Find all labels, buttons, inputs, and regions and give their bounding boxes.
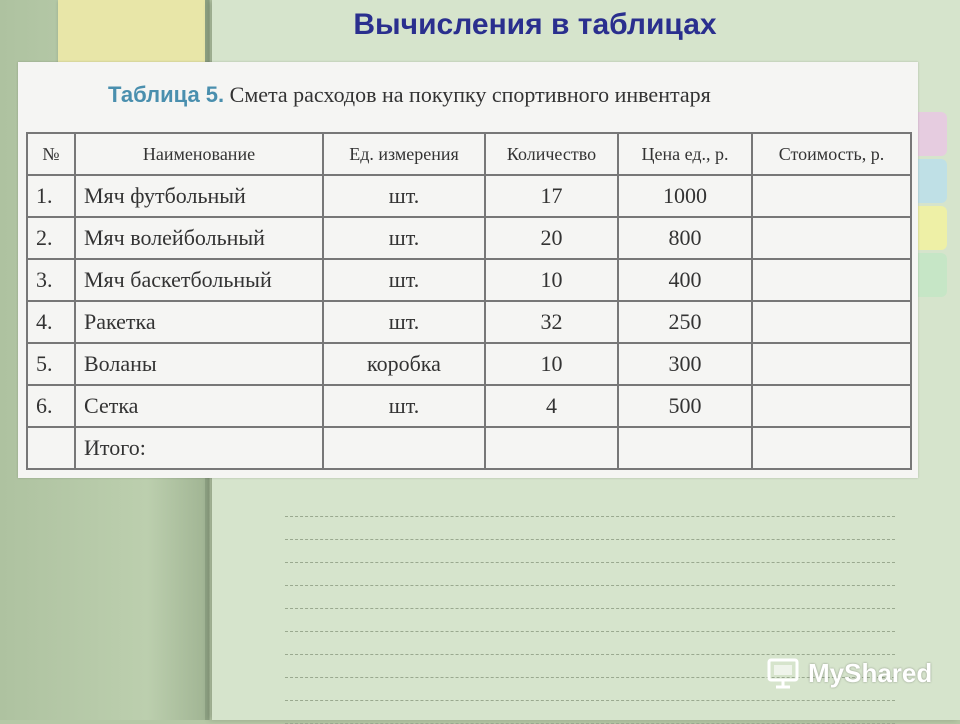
- slide-title: Вычисления в таблицах: [353, 8, 717, 41]
- dotted-line: [285, 586, 895, 609]
- dotted-line: [285, 632, 895, 655]
- side-tab-blue: [917, 159, 947, 203]
- table-row: [27, 217, 911, 259]
- cell-quantity: 10: [485, 259, 618, 301]
- cell-price: 250: [618, 301, 752, 343]
- cell-number-empty: [27, 427, 75, 469]
- dotted-line: [285, 540, 895, 563]
- cell-quantity: 4: [485, 385, 618, 427]
- cell-price: 300: [618, 343, 752, 385]
- dotted-line: [285, 517, 895, 540]
- column-header-price: Цена ед., р.: [618, 133, 752, 175]
- cell-price: 800: [618, 217, 752, 259]
- table-row: [27, 385, 911, 427]
- table-header-row: [27, 133, 911, 175]
- cell-name: Мяч баскетбольный: [75, 259, 323, 301]
- cell-empty: [323, 427, 485, 469]
- cell-price: 400: [618, 259, 752, 301]
- cell-name: Мяч футбольный: [75, 175, 323, 217]
- cell-cost: [752, 343, 911, 385]
- column-header-name: Наименование: [75, 133, 323, 175]
- presentation-board-icon: [766, 656, 800, 690]
- side-tab-green: [917, 253, 947, 297]
- watermark-text: MyShared: [808, 657, 933, 688]
- table-caption-text: Смета расходов на покупку спортивного инвентаря: [229, 82, 711, 107]
- cell-unit: шт.: [323, 301, 485, 343]
- cell-number: 3.: [27, 259, 75, 301]
- cell-name: Мяч волейбольный: [75, 217, 323, 259]
- cell-cost: [752, 217, 911, 259]
- cell-unit: шт.: [323, 385, 485, 427]
- cell-unit: коробка: [323, 343, 485, 385]
- cell-cost: [752, 301, 911, 343]
- cell-empty: [618, 427, 752, 469]
- table-row: [27, 343, 911, 385]
- cell-name: Ракетка: [75, 301, 323, 343]
- cell-unit: шт.: [323, 175, 485, 217]
- cell-unit: шт.: [323, 217, 485, 259]
- cell-number: 5.: [27, 343, 75, 385]
- cell-empty: [752, 427, 911, 469]
- cell-empty: [485, 427, 618, 469]
- column-header-cost: Стоимость, р.: [752, 133, 911, 175]
- side-tab-yellow: [917, 206, 947, 250]
- expense-table: [26, 132, 912, 470]
- column-header-quantity: Количество: [485, 133, 618, 175]
- cell-quantity: 20: [485, 217, 618, 259]
- side-color-tabs: [917, 112, 947, 300]
- cell-name: Воланы: [75, 343, 323, 385]
- textbook-scan: [18, 62, 918, 478]
- table-caption: [108, 82, 711, 108]
- cell-quantity: 10: [485, 343, 618, 385]
- cell-quantity: 32: [485, 301, 618, 343]
- watermark-logo: [766, 656, 932, 690]
- cell-number: 2.: [27, 217, 75, 259]
- table-row: [27, 301, 911, 343]
- table-row: [27, 175, 911, 217]
- column-header-number: №: [27, 133, 75, 175]
- dotted-line: [285, 609, 895, 632]
- column-header-unit: Ед. измерения: [323, 133, 485, 175]
- table-row: [27, 259, 911, 301]
- cell-cost: [752, 385, 911, 427]
- cell-cost: [752, 175, 911, 217]
- cell-unit: шт.: [323, 259, 485, 301]
- cell-price: 500: [618, 385, 752, 427]
- table-caption-label: Таблица 5.: [108, 82, 225, 107]
- table-total-row: [27, 427, 911, 469]
- dotted-line: [285, 563, 895, 586]
- cell-name: Сетка: [75, 385, 323, 427]
- cell-quantity: 17: [485, 175, 618, 217]
- total-label: Итого:: [75, 427, 323, 469]
- dotted-line: [285, 701, 895, 724]
- cell-number: 1.: [27, 175, 75, 217]
- dotted-line: [285, 494, 895, 517]
- cell-number: 6.: [27, 385, 75, 427]
- cell-number: 4.: [27, 301, 75, 343]
- cell-cost: [752, 259, 911, 301]
- side-tab-pink: [917, 112, 947, 156]
- cell-price: 1000: [618, 175, 752, 217]
